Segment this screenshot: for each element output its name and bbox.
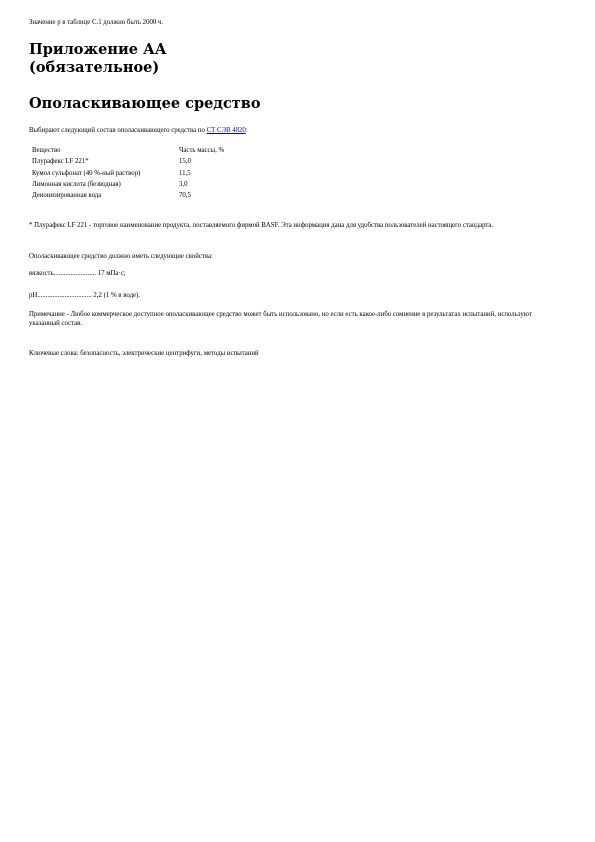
table-note: Значение p в таблице С.1 должно быть 2000 ч. bbox=[29, 19, 164, 26]
properties-intro: Ополаскивающее средство должно иметь следующие свойства: bbox=[29, 253, 213, 260]
property-ph: pH................................ 2,2 (1 % в воде). bbox=[29, 292, 141, 299]
row-share: 15,0 bbox=[179, 158, 191, 166]
row-substance: Лимонная кислота (безводная) bbox=[32, 180, 121, 188]
row-share: 3,0 bbox=[179, 180, 188, 188]
appendix-title: Приложение АА bbox=[29, 41, 167, 58]
table-row bbox=[29, 180, 227, 191]
table-row bbox=[29, 169, 227, 180]
row-substance: Деионизированная вода bbox=[32, 192, 102, 200]
appendix-heading bbox=[29, 41, 167, 77]
header-substance: Вещество bbox=[32, 147, 61, 154]
composition-intro bbox=[29, 126, 248, 135]
table-row bbox=[29, 157, 227, 168]
composition-table bbox=[29, 146, 227, 202]
row-substance: Кумол сульфонат (40 %-ный раствор) bbox=[32, 169, 141, 177]
row-share: 11,5 bbox=[179, 169, 191, 177]
footnote: * Плурафекс LF 221 - торговое наименование продукта, поставляемого фирмой BASF. Эта информация дана для удобства пользователей настоящего стандарта. bbox=[29, 222, 494, 229]
property-viscosity: вязкость......................... 17 мПа·с; bbox=[29, 270, 126, 277]
composition-intro-text: Выбирают следующий состав ополаскивающего средства по bbox=[29, 127, 207, 134]
row-share: 70,5 bbox=[179, 192, 191, 200]
note: Примечание - Любое коммерческое доступное ополаскивающее средство может быть использовано, но если есть какое-либо сомнение в результатах испытаний, используют указанный состав. bbox=[29, 311, 532, 327]
table-header-row bbox=[29, 146, 227, 157]
keywords: Ключевые слова: безопасность, электрические центрифуги, методы испытаний bbox=[29, 350, 259, 357]
standard-link[interactable]: СТ СЭВ 4820 bbox=[206, 127, 246, 134]
appendix-subtitle: (обязательное) bbox=[29, 59, 160, 76]
header-share: Часть массы, % bbox=[179, 147, 225, 154]
row-substance: Плурафекс LF 221* bbox=[32, 158, 89, 166]
table-row bbox=[29, 191, 227, 202]
composition-intro-suffix: : bbox=[245, 127, 248, 134]
section-title: Ополаскивающее средство bbox=[29, 95, 261, 112]
